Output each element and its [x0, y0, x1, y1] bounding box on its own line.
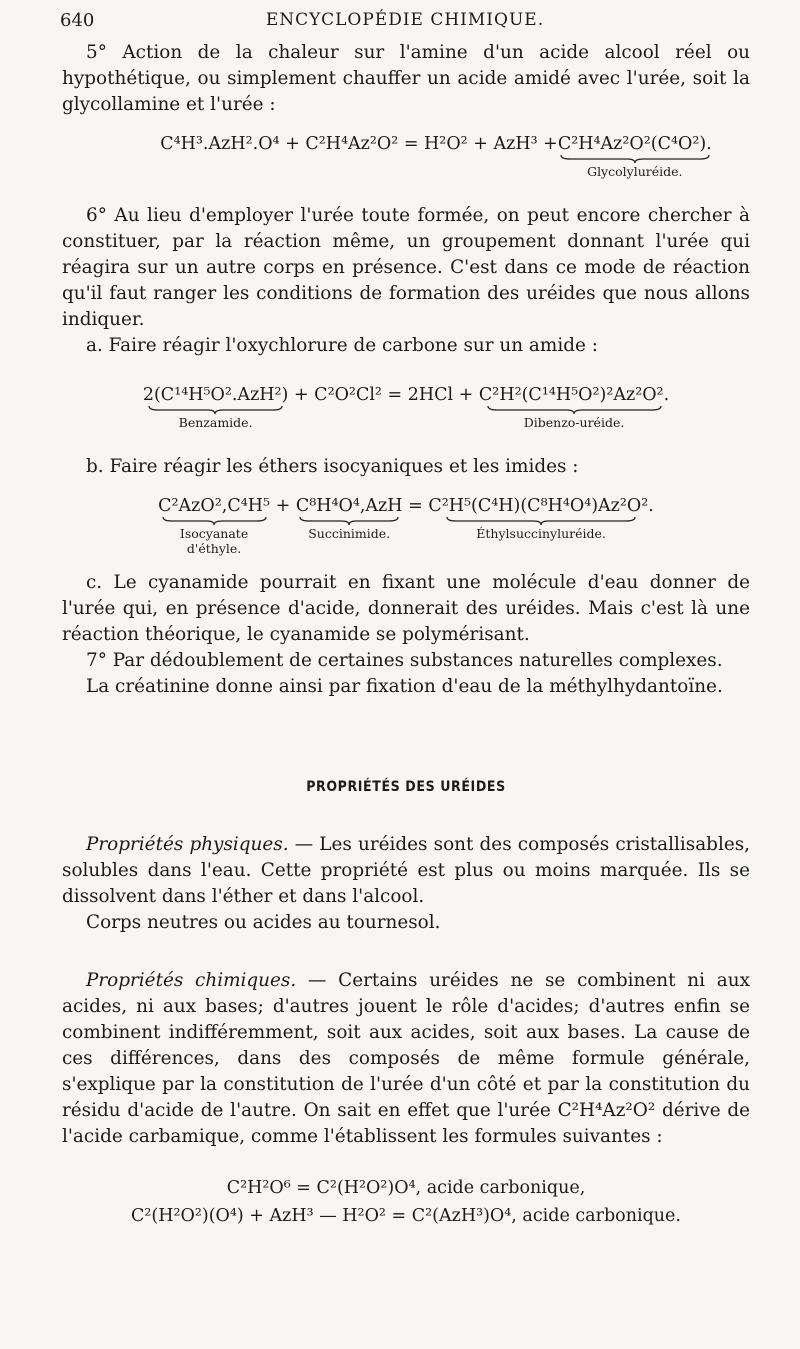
- paragraph-physical-2: Corps neutres ou acides au tournesol.: [86, 912, 441, 933]
- operator-equals: =: [402, 496, 429, 516]
- brace-label: Benzamide.: [178, 415, 253, 430]
- underbrace: [299, 516, 399, 526]
- braced-term-isocyanate: [158, 494, 270, 556]
- brace-label: Succinimide.: [308, 526, 391, 541]
- brace-label: Isocyanate d'éthyle.: [179, 526, 249, 556]
- equation-carbonic-1: C²H²O⁶ = C²(H²O²)O⁴, acide carbonique,: [226, 1178, 586, 1198]
- formula-ethylsuccinyl: C²H⁵(C⁴H)(C⁸H⁴O⁴)Az²O².: [428, 496, 654, 516]
- text-chemical: — Certains uréides ne se combinent ni aux acides, ni aux bases; d'autres jouent le rôle d'acides; d'autres enfin se combinent indifféremment, soit aux acides, soit aux bases. La cause de ces différences, dans des composés de même formule générale, s'explique par la constitution de l'urée d'un côté et par la constitution du résidu d'acide de l'autre. On sait en effet que l'urée C²H⁴Az²O² dérive de l'acide carbamique, comme l'établissent les formules suivantes :: [62, 970, 750, 1147]
- paragraph-5: 5° Action de la chaleur sur l'amine d'un acide alcool réel ou hypothétique, ou simplement chauffer un acide amidé avec l'urée, soit la glycollamine et l'urée :: [62, 42, 750, 115]
- underbrace: [148, 405, 283, 415]
- paragraph-7: 7° Par dédoublement de certaines substances naturelles complexes.: [86, 650, 723, 671]
- paragraph-c: c. Le cyanamide pourrait en fixant une molécule d'eau donner de l'urée qui, en présence d'acide, donnerait des uréides. Mais c'est là une réaction théorique, le cyanamide se polymérisant.: [62, 572, 750, 645]
- formula-benzamide: 2(C¹⁴H⁵O².AzH²): [142, 385, 289, 405]
- paragraph-6: 6° Au lieu d'employer l'urée toute formée, on peut encore chercher à constituer, par la réaction même, un groupement donnant l'urée qui réagira sur un autre corps en présence. C'est dans ce mode de réaction qu'il faut ranger les conditions de formation des uréides que nous allons indiquer.: [62, 205, 750, 330]
- brace-label: Éthylsuccinyluréide.: [476, 526, 606, 541]
- braced-term-benzamide: [143, 383, 289, 430]
- equation-dibenzo: [62, 383, 750, 430]
- braced-term-dibenzo: [479, 383, 669, 430]
- equation-carbonic-2: C²(H²O²)(O⁴) + AzH³ — H²O² = C²(AzH³)O⁴, acide carbonique.: [131, 1206, 681, 1226]
- page-body: [62, 40, 750, 1230]
- page-number: 640: [60, 10, 95, 31]
- formula-succinimide: C⁸H⁴O⁴,AzH: [295, 496, 403, 516]
- lead-physical: Propriétés physiques.: [86, 834, 289, 855]
- underbrace: [560, 154, 710, 164]
- lead-chemical: Propriétés chimiques.: [86, 970, 297, 991]
- braced-term: [558, 132, 712, 179]
- equation-glycolyluréide: [62, 132, 750, 179]
- brace-label: Glycolyluréide.: [587, 164, 683, 179]
- paragraph-7b: La créatinine donne ainsi par fixation d'eau de la méthylhydantoïne.: [86, 676, 723, 697]
- running-title: ENCYCLOPÉDIE CHIMIQUE.: [265, 10, 545, 30]
- braced-term-succinimide: [296, 494, 403, 541]
- page-header: [60, 8, 750, 34]
- underbrace: [446, 516, 636, 526]
- underbrace: [487, 405, 662, 415]
- equation-middle: + C²O²Cl² = 2HCl +: [288, 385, 479, 405]
- paragraph-a: a. Faire réagir l'oxychlorure de carbone sur un amide :: [86, 335, 598, 356]
- operator-plus: +: [270, 496, 296, 516]
- paragraph-physical: [62, 832, 750, 910]
- text-physical: — Les uréides sont des composés cristallisables, solubles dans l'eau. Cette propriété est plus ou moins marquée. Ils se dissolvent dans l'éther et dans l'alcool.: [62, 834, 751, 907]
- equation-lhs: C⁴H³.AzH².O⁴ + C²H⁴Az²O² = H²O² + AzH³ +: [160, 134, 558, 154]
- underbrace: [162, 516, 267, 526]
- paragraph-chemical: [62, 968, 750, 1150]
- brace-label: Dibenzo-uréide.: [523, 415, 625, 430]
- formula-dibenzo: C²H²(C¹⁴H⁵O²)²Az²O².: [478, 385, 670, 405]
- formula-isocyanate: C²AzO²,C⁴H⁵: [158, 496, 271, 516]
- section-title: PROPRIÉTÉS DES URÉIDES: [306, 779, 506, 795]
- braced-term-ethylsuccinyl: [428, 494, 654, 541]
- paragraph-b: b. Faire réagir les éthers isocyaniques et les imides :: [86, 456, 579, 477]
- equation-ethylsuccinyl: [62, 494, 750, 556]
- braced-formula: C²H⁴Az²O²(C⁴O²).: [557, 134, 712, 154]
